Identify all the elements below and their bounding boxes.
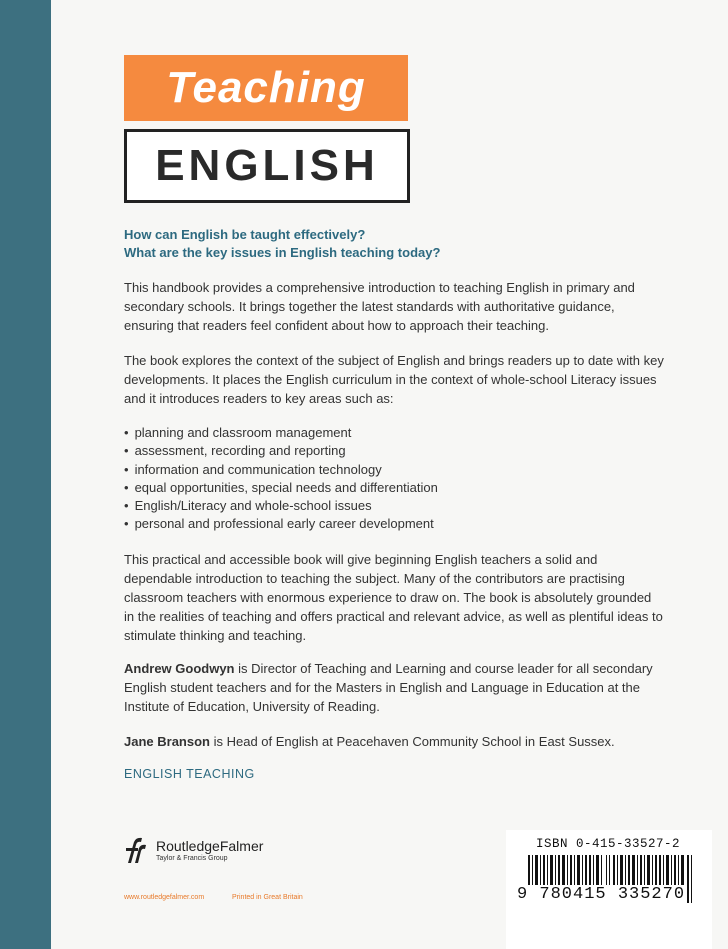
barcode-digits: 9 780415 335270	[517, 885, 686, 904]
routledge-logo-icon	[124, 836, 148, 864]
title-banner-boxed	[124, 129, 410, 203]
publisher-name: RoutledgeFalmer	[156, 838, 264, 854]
author-name: Jane Branson	[124, 734, 210, 749]
list-item: • English/Literacy and whole-school issues	[124, 497, 664, 515]
list-item: • personal and professional early career development	[124, 515, 664, 533]
publisher-url: www.routledgefalmer.com	[124, 894, 205, 901]
list-item: • equal opportunities, special needs and differentiation	[124, 479, 664, 497]
paragraph-intro: This handbook provides a comprehensive introduction to teaching English in primary and secondary schools. It brings together the latest standards with authoritative guidance, ensuring that readers feel confident about how to approach their teaching.	[124, 280, 635, 333]
question-1: How can English be taught effectively?	[124, 227, 366, 242]
author-bio-branson: Jane Branson is Head of English at Peacehaven Community School in East Sussex.	[124, 734, 615, 749]
publisher-group: Taylor & Francis Group	[156, 855, 228, 862]
paragraph-context: The book explores the context of the subject of English and brings readers up to date with key developments. It places the English curriculum in the context of whole-school Literacy issues and it introduces readers to key areas such as:	[124, 353, 664, 406]
author-bio-goodwyn: Andrew Goodwyn is Director of Teaching and Learning and course leader for all secondary English student teachers and for the Masters in English and Language in Education at the Institute of Education, University of Reading.	[124, 661, 653, 714]
spine-band	[0, 0, 51, 949]
list-item: • information and communication technology	[124, 461, 664, 479]
title-banner-orange	[124, 55, 408, 121]
question-2: What are the key issues in English teaching today?	[124, 245, 441, 260]
author-name: Andrew Goodwyn	[124, 661, 235, 676]
series-label: ENGLISH TEACHING	[124, 767, 255, 781]
list-item: • assessment, recording and reporting	[124, 442, 664, 460]
isbn-label: ISBN 0-415-33527-2	[536, 837, 681, 851]
paragraph-practical: This practical and accessible book will give beginning English teachers a solid and dependable introduction to teaching the subject. Many of the contributors are practising classroom teachers with enormous experience to draw on. The book is absolutely grounded in the realities of teaching and offers practical and relevant advice, as well as plentiful ideas to stimulate thinking and teaching.	[124, 552, 663, 643]
printed-note: Printed in Great Britain	[232, 894, 303, 901]
list-item: • planning and classroom management	[124, 424, 664, 442]
key-areas-list	[124, 424, 664, 534]
publisher-logo	[124, 836, 263, 864]
title-bottom: ENGLISH	[155, 141, 379, 190]
title-top: Teaching	[166, 63, 366, 112]
